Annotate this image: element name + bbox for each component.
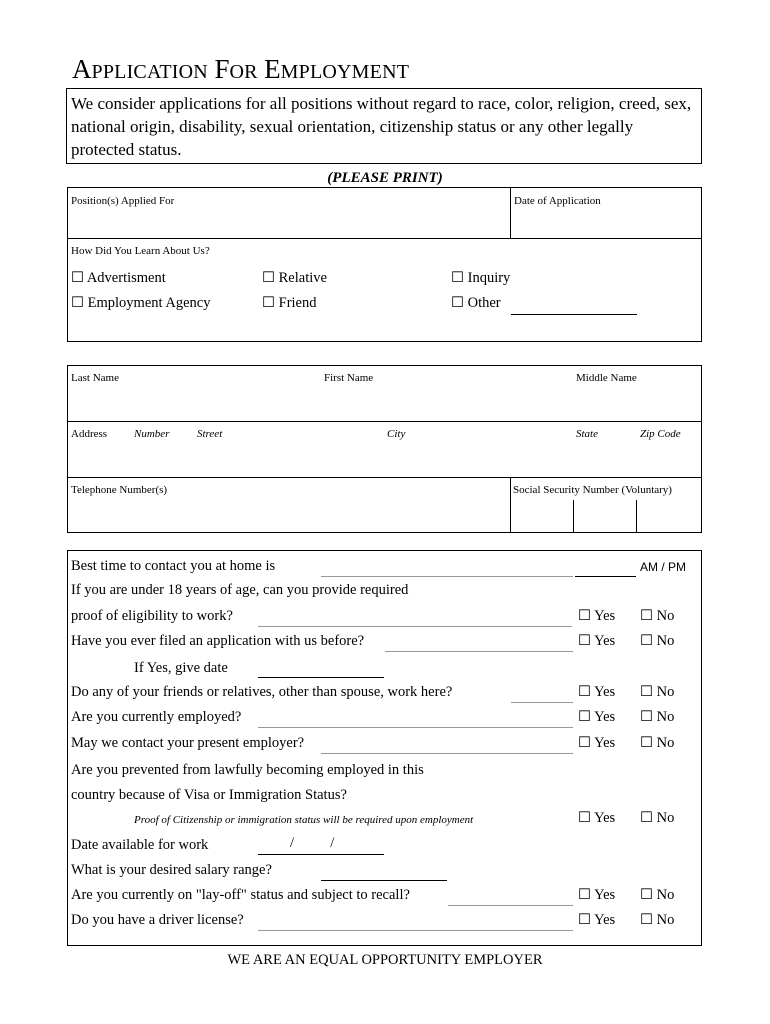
checkbox-icon: ☐ [578, 887, 591, 903]
friends-relatives-input[interactable] [511, 702, 573, 703]
checkbox-employment-agency[interactable]: ☐ Employment Agency [71, 295, 211, 311]
page-title: APPLICATION FOR EMPLOYMENT [72, 54, 410, 84]
friends-relatives-yes[interactable]: ☐ Yes [578, 684, 616, 700]
visa-status-question: Are you prevented from lawfully becoming employed in this [71, 762, 424, 778]
date-of-application-input[interactable] [514, 211, 698, 235]
divider [510, 187, 511, 239]
currently-employed-no[interactable]: ☐ No [640, 709, 675, 725]
checkbox-icon: ☐ [578, 810, 591, 826]
checkbox-icon: ☐ [578, 608, 591, 624]
date-available-label: Date available for work [71, 837, 209, 853]
contact-employer-question: May we contact your present employer? [71, 735, 305, 751]
address-label: Address [71, 428, 108, 440]
checkbox-icon: ☐ [71, 295, 84, 311]
contact-employer-yes[interactable]: ☐ Yes [578, 735, 616, 751]
checkbox-icon: ☐ [578, 735, 591, 751]
filed-before-question: Have you ever filed an application with us before? [71, 633, 365, 649]
checkbox-icon: ☐ [578, 633, 591, 649]
city-label: City [387, 428, 406, 440]
visa-status-no[interactable]: ☐ No [640, 810, 675, 826]
last-name-label: Last Name [71, 372, 119, 384]
position-input[interactable] [72, 211, 506, 235]
equal-opportunity-notice: We consider applications for all positions without regard to race, color, religion, creed, sex, national origin, disability, sexual orientation, citizenship status or any other legally protected status. [66, 88, 702, 164]
visa-status-yes[interactable]: ☐ Yes [578, 810, 616, 826]
middle-name-label: Middle Name [576, 372, 637, 384]
best-time-question: Best time to contact you at home is [71, 558, 276, 574]
name-input[interactable] [72, 390, 698, 418]
currently-employed-question: Are you currently employed? [71, 709, 242, 725]
contact-employer-input[interactable] [321, 753, 573, 754]
ssn-input[interactable] [514, 502, 698, 530]
filed-before-input[interactable] [385, 651, 573, 652]
layoff-question: Are you currently on "lay-off" status and subject to recall? [71, 887, 410, 903]
checkbox-icon: ☐ [640, 684, 653, 700]
under-18-yes[interactable]: ☐ Yes [578, 608, 616, 624]
date-available-slashes: / / [290, 835, 335, 851]
date-of-application-label: Date of Application [514, 195, 601, 207]
driver-license-yes[interactable]: ☐ Yes [578, 912, 616, 928]
checkbox-icon: ☐ [640, 810, 653, 826]
divider [67, 238, 702, 239]
salary-input[interactable] [321, 880, 447, 881]
position-label: Position(s) Applied For [71, 195, 175, 207]
currently-employed-input[interactable] [258, 727, 573, 728]
best-time-input-end[interactable] [575, 576, 636, 577]
telephone-input[interactable] [72, 500, 506, 530]
best-time-input[interactable] [321, 576, 573, 577]
number-label: Number [134, 428, 170, 440]
checkbox-icon: ☐ [640, 912, 653, 928]
footer-text: WE ARE AN EQUAL OPPORTUNITY EMPLOYER [227, 952, 543, 968]
checkbox-advertisment[interactable]: ☐ Advertisment [71, 270, 166, 286]
other-input-line[interactable] [511, 314, 637, 315]
telephone-label: Telephone Number(s) [71, 484, 168, 496]
under-18-question-cont: proof of eligibility to work? [71, 608, 233, 624]
address-input[interactable] [72, 446, 698, 474]
checkbox-inquiry[interactable]: ☐ Inquiry [451, 270, 511, 286]
checkbox-icon: ☐ [451, 295, 464, 311]
driver-license-no[interactable]: ☐ No [640, 912, 675, 928]
if-yes-date-label: If Yes, give date [134, 660, 228, 676]
please-print-note: (PLEASE PRINT) [327, 170, 443, 186]
divider [67, 421, 702, 422]
divider [510, 477, 511, 533]
driver-license-input[interactable] [258, 930, 573, 931]
filed-before-yes[interactable]: ☐ Yes [578, 633, 616, 649]
layoff-yes[interactable]: ☐ Yes [578, 887, 616, 903]
under-18-no[interactable]: ☐ No [640, 608, 675, 624]
layoff-no[interactable]: ☐ No [640, 887, 675, 903]
how-did-you-learn-label: How Did You Learn About Us? [71, 245, 210, 257]
visa-status-question-cont: country because of Visa or Immigration Status? [71, 787, 347, 803]
layoff-input[interactable] [448, 905, 573, 906]
citizenship-note: Proof of Citizenship or immigration status will be required upon employment [134, 814, 474, 826]
if-yes-date-input[interactable] [258, 677, 384, 678]
checkbox-icon: ☐ [640, 709, 653, 725]
checkbox-relative[interactable]: ☐ Relative [262, 270, 327, 286]
checkbox-icon: ☐ [640, 608, 653, 624]
checkbox-icon: ☐ [71, 270, 84, 286]
checkbox-icon: ☐ [262, 295, 275, 311]
checkbox-icon: ☐ [640, 735, 653, 751]
filed-before-no[interactable]: ☐ No [640, 633, 675, 649]
checkbox-icon: ☐ [640, 633, 653, 649]
am-pm-label: AM / PM [640, 560, 687, 574]
checkbox-icon: ☐ [451, 270, 464, 286]
friends-relatives-no[interactable]: ☐ No [640, 684, 675, 700]
checkbox-icon: ☐ [262, 270, 275, 286]
checkbox-icon: ☐ [578, 912, 591, 928]
currently-employed-yes[interactable]: ☐ Yes [578, 709, 616, 725]
salary-question: What is your desired salary range? [71, 862, 272, 878]
friends-relatives-question: Do any of your friends or relatives, other than spouse, work here? [71, 684, 453, 700]
ssn-label: Social Security Number (Voluntary) [513, 484, 672, 496]
under-18-input[interactable] [258, 626, 572, 627]
street-label: Street [197, 428, 223, 440]
checkbox-other[interactable]: ☐ Other [451, 295, 501, 311]
checkbox-icon: ☐ [578, 709, 591, 725]
under-18-question: If you are under 18 years of age, can you provide required [71, 582, 409, 598]
checkbox-icon: ☐ [578, 684, 591, 700]
state-label: State [576, 428, 598, 440]
zip-label: Zip Code [640, 428, 681, 440]
divider [67, 477, 702, 478]
checkbox-icon: ☐ [640, 887, 653, 903]
contact-employer-no[interactable]: ☐ No [640, 735, 675, 751]
driver-license-question: Do you have a driver license? [71, 912, 244, 928]
date-available-input[interactable] [258, 854, 384, 855]
first-name-label: First Name [324, 372, 374, 384]
checkbox-friend[interactable]: ☐ Friend [262, 295, 317, 311]
